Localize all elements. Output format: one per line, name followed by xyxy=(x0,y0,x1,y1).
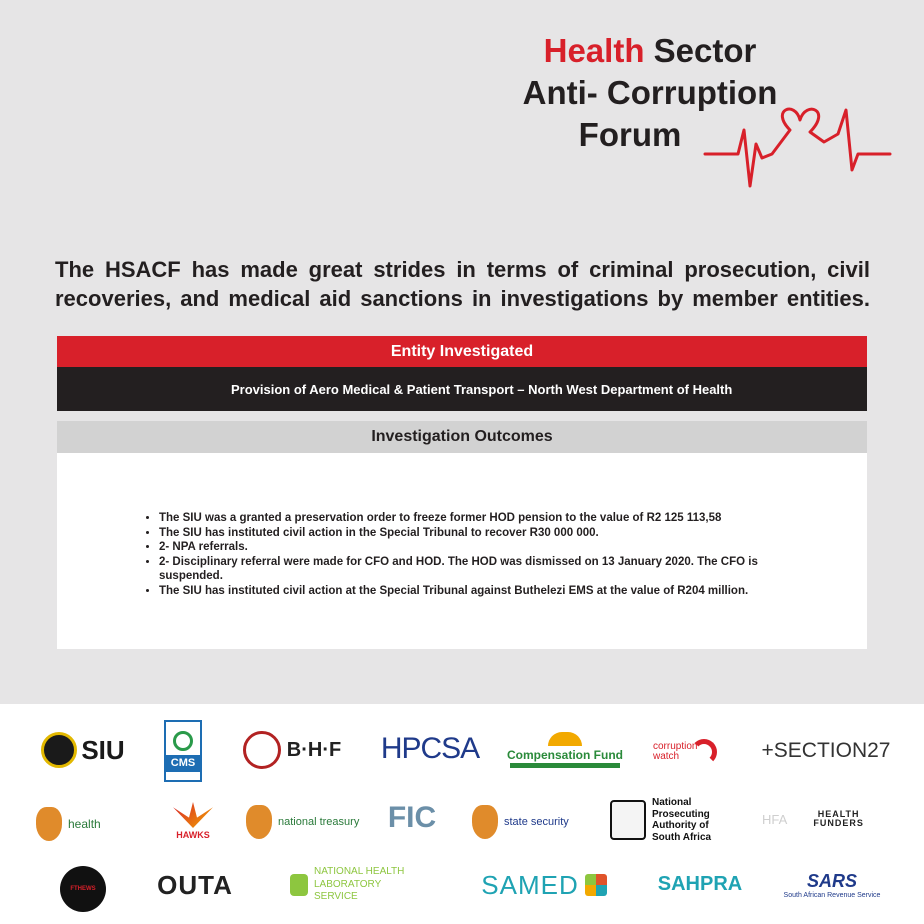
outcome-item: • The SIU has instituted civil action at the Special Tribunal against Buthelezi EMS at the value of R204 million. xyxy=(159,584,797,599)
sars-logo xyxy=(780,868,884,902)
nhls-hand-icon xyxy=(290,874,308,896)
cms-logo xyxy=(164,720,202,782)
bhf-emblem-icon xyxy=(243,731,281,769)
outa-logo-text: OUTA xyxy=(157,870,233,900)
hfa-logo xyxy=(762,808,884,830)
fic-logo-text: FIC xyxy=(387,801,437,834)
hfa-logo-text: HEALTH FUNDERS xyxy=(813,809,864,828)
title-line-1-rest: Sector xyxy=(644,32,757,69)
hawks-bird-icon xyxy=(173,802,213,828)
title-line-1 xyxy=(470,30,830,72)
lead-paragraph: The HSACF has made great strides in terms of criminal prosecution, civil recoveries, and medical aid sanctions in investigations by member entities. xyxy=(55,257,870,311)
samed-logo-text: SAMED xyxy=(481,870,579,900)
npa-justice-icon xyxy=(610,800,646,840)
section27-logo xyxy=(761,734,891,766)
samed-logo xyxy=(476,868,612,902)
outcomes-heading: Investigation Outcomes xyxy=(57,421,867,453)
health-logo-text: health xyxy=(68,817,101,831)
treasury-coat-of-arms-icon xyxy=(246,805,272,839)
sars-subtitle: South African Revenue Service xyxy=(783,891,881,899)
hpcsa-logo xyxy=(378,730,482,768)
title-line-3: Forum xyxy=(578,116,682,153)
health-coat-of-arms-icon xyxy=(36,807,62,841)
health-dept-logo xyxy=(36,804,136,844)
national-treasury-text: national treasury xyxy=(278,815,360,828)
npa-logo xyxy=(610,796,732,844)
hpcsa-logo-text: HPCSA xyxy=(380,732,480,765)
state-security-coat-of-arms-icon xyxy=(472,805,498,839)
corruption-watch-signal-icon xyxy=(691,739,717,765)
bhf-logo xyxy=(232,728,352,772)
nhls-logo-text: NATIONAL HEALTH LABORATORY SERVICE xyxy=(314,866,405,903)
outcome-item: • 2- Disciplinary referral were made for CFO and HOD. The HOD was dismissed on 13 January 2020. The CFO is suspended. xyxy=(159,555,797,584)
entity-heading: Entity Investigated xyxy=(57,336,867,367)
sahpra-logo-text: SAHPRA xyxy=(657,873,743,895)
corruption-watch-logo xyxy=(650,734,720,770)
entity-name: Provision of Aero Medical & Patient Transport – North West Department of Health xyxy=(57,367,867,411)
outcome-item: • The SIU was a granted a preservation order to freeze former HOD pension to the value of R2 125 113,58 xyxy=(159,511,797,526)
hawks-logo-text: HAWKS xyxy=(176,830,210,840)
title-accent: Health xyxy=(543,32,645,69)
bhf-logo-text: B·H·F xyxy=(286,739,342,761)
siu-seal-icon xyxy=(41,732,77,768)
outcome-item: • 2- NPA referrals. xyxy=(159,540,797,555)
hawks-logo xyxy=(166,796,220,846)
nhls-logo xyxy=(290,866,426,903)
sahpra-logo xyxy=(656,866,744,902)
siu-logo-text: SIU xyxy=(81,735,125,765)
compensation-fund-hand-icon xyxy=(548,732,582,746)
corruption-watch-text: corruption watch xyxy=(653,741,698,762)
samed-pinwheel-icon xyxy=(585,874,607,896)
outcome-item: • The SIU has instituted civil action in the Special Tribunal to recover R30 000 000. xyxy=(159,526,797,541)
heartbeat-heart-icon xyxy=(700,100,895,195)
title-line-2: Anti- Corruption xyxy=(522,74,778,111)
fic-logo xyxy=(386,796,438,840)
compensation-fund-text: Compensation Fund xyxy=(507,748,623,762)
npa-logo-text: National Prosecuting Authority of South Africa xyxy=(652,797,712,843)
cms-emblem-icon xyxy=(173,731,193,751)
fthews-logo-text: FTHEWS xyxy=(70,886,96,892)
siu-logo xyxy=(28,730,138,770)
fthews-badge-icon xyxy=(60,866,106,912)
cms-logo-text: CMS xyxy=(166,755,200,772)
state-security-logo xyxy=(472,802,586,842)
section27-logo-text: +SECTION27 xyxy=(761,738,891,762)
outcomes-panel xyxy=(57,453,867,649)
compensation-fund-logo xyxy=(506,726,624,774)
sars-logo-text: SARS xyxy=(806,870,857,891)
fthews-logo xyxy=(58,864,108,914)
hfa-mark-icon: HFA xyxy=(762,811,788,827)
member-logos xyxy=(0,704,924,924)
compensation-fund-bar xyxy=(510,763,620,768)
outa-logo xyxy=(144,868,246,902)
state-security-text: state security xyxy=(504,815,569,828)
national-treasury-logo xyxy=(246,802,360,842)
outcomes-list xyxy=(139,511,797,598)
